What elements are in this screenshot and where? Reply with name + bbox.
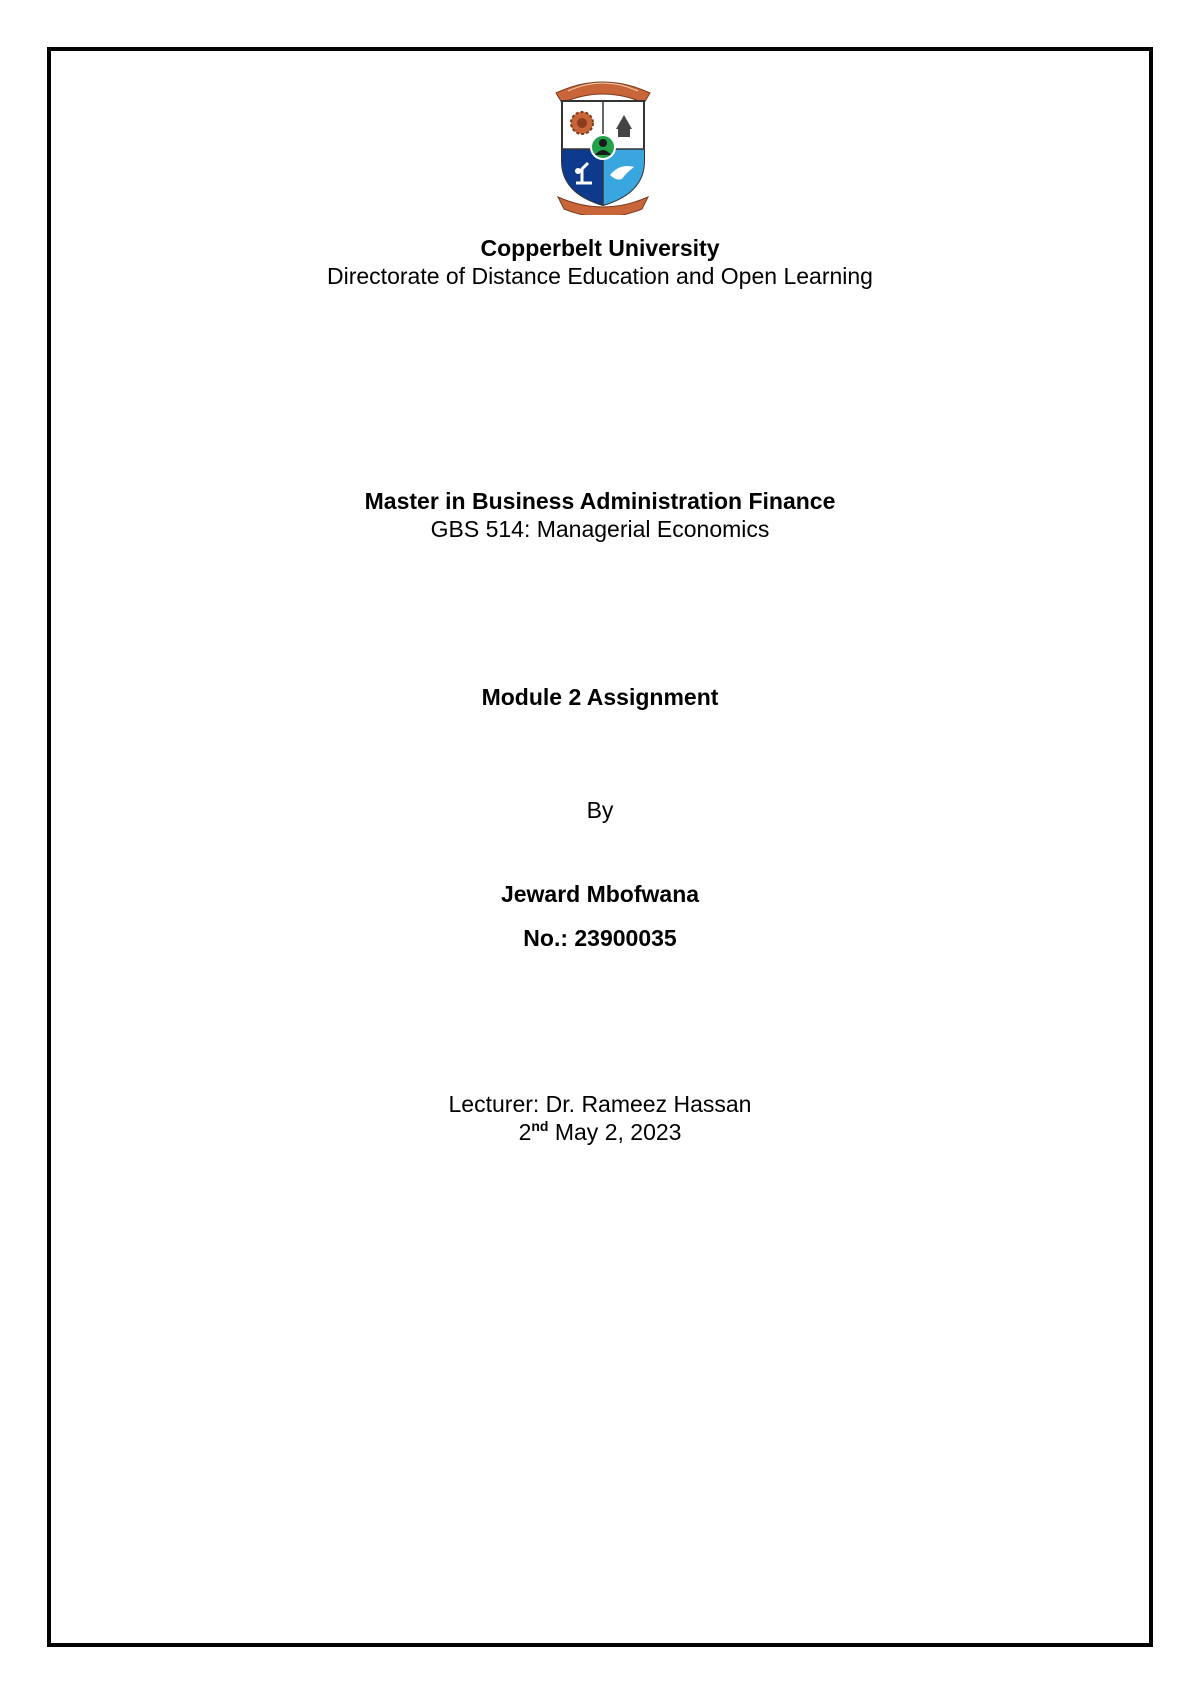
degree-title: Master in Business Administration Finance <box>364 488 836 514</box>
submission-date <box>0 1118 1200 1146</box>
lecturer-name: Lecturer: Dr. Rameez Hassan <box>448 1091 752 1117</box>
directorate-name: Directorate of Distance Education and Open Learning <box>327 263 873 289</box>
student-name: Jeward Mbofwana <box>500 881 700 907</box>
by-label: By <box>586 797 614 823</box>
date-ordinal-suffix: nd <box>531 1118 549 1134</box>
student-number: No.: 23900035 <box>523 925 677 951</box>
institution-name: Copperbelt University <box>480 235 720 261</box>
assignment-title: Module 2 Assignment <box>481 684 719 710</box>
university-crest-logo <box>548 75 658 215</box>
date-rest: May 2, 2023 <box>548 1119 682 1145</box>
course-title: GBS 514: Managerial Economics <box>430 516 770 542</box>
date-day: 2 <box>518 1119 532 1145</box>
